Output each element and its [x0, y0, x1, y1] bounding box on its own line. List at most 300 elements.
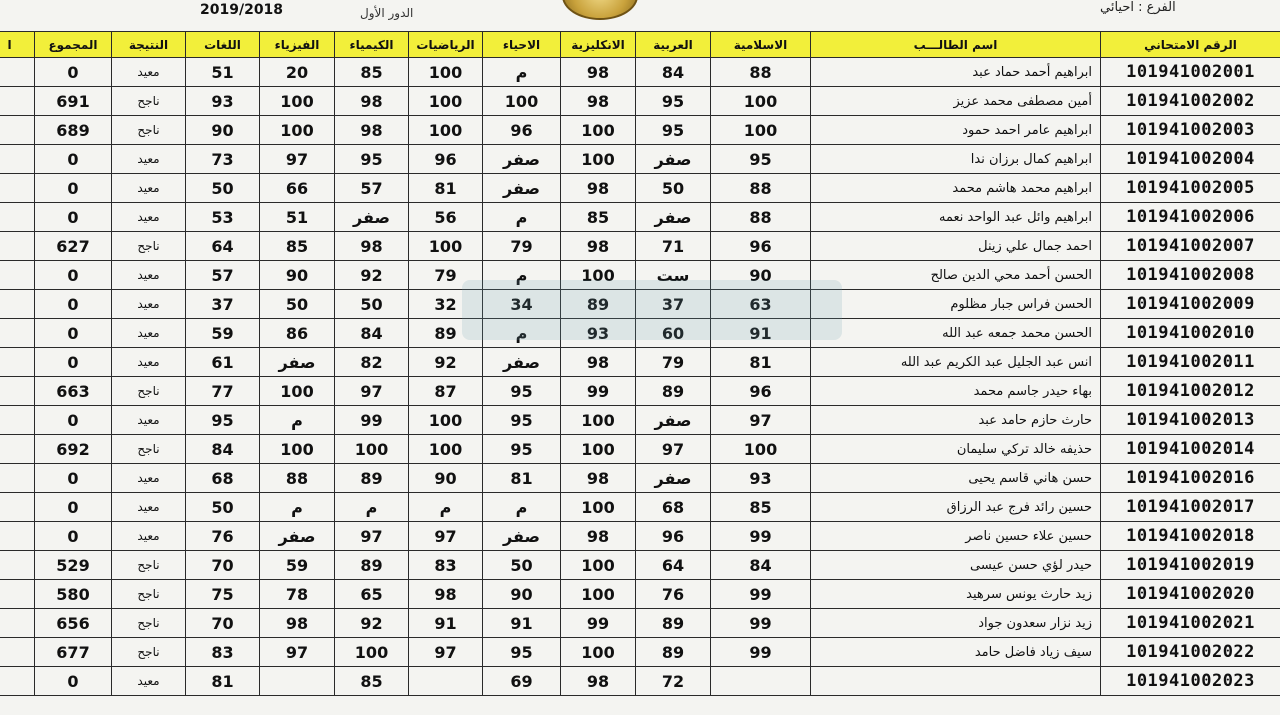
cell-exam-no: 101941002008	[1101, 261, 1280, 290]
cell-chemistry: 92	[335, 609, 409, 638]
table-row	[0, 609, 1280, 638]
cell-exam-no: 101941002017	[1101, 493, 1280, 522]
cell-name: ابراهيم عامر احمد حمود	[811, 116, 1101, 145]
cell-biology: م	[483, 58, 561, 87]
cell-total: 0	[35, 667, 112, 696]
cell-islamic: 91	[711, 319, 811, 348]
cell-extra	[0, 87, 35, 116]
cell-math: 100	[409, 406, 483, 435]
cell-math: 100	[409, 58, 483, 87]
cell-math: 90	[409, 464, 483, 493]
cell-name: ابراهيم كمال برزان ندا	[811, 145, 1101, 174]
cell-total: 0	[35, 522, 112, 551]
cell-math: م	[409, 493, 483, 522]
cell-exam-no: 101941002004	[1101, 145, 1280, 174]
table-row	[0, 406, 1280, 435]
cell-extra	[0, 638, 35, 667]
cell-exam-no: 101941002014	[1101, 435, 1280, 464]
cell-islamic: 95	[711, 145, 811, 174]
cell-result: معيد	[112, 145, 186, 174]
cell-arabic: 50	[636, 174, 711, 203]
cell-extra	[0, 261, 35, 290]
cell-english: 93	[561, 319, 636, 348]
cell-result: معيد	[112, 58, 186, 87]
cell-chemistry: 89	[335, 551, 409, 580]
cell-chemistry: 65	[335, 580, 409, 609]
table-row	[0, 551, 1280, 580]
cell-biology: 91	[483, 609, 561, 638]
cell-math: 97	[409, 522, 483, 551]
cell-total: 0	[35, 464, 112, 493]
cell-name: أمين مصطفى محمد عزيز	[811, 87, 1101, 116]
cell-physics: م	[260, 406, 335, 435]
cell-total: 691	[35, 87, 112, 116]
cell-math: 81	[409, 174, 483, 203]
cell-islamic: 90	[711, 261, 811, 290]
cell-arabic: 95	[636, 87, 711, 116]
cell-total: 627	[35, 232, 112, 261]
table-row	[0, 319, 1280, 348]
cell-exam-no: 101941002011	[1101, 348, 1280, 377]
cell-arabic: صفر	[636, 464, 711, 493]
cell-result: ناجح	[112, 638, 186, 667]
cell-name	[811, 667, 1101, 696]
cell-chemistry: 95	[335, 145, 409, 174]
cell-result: ناجح	[112, 377, 186, 406]
table-row	[0, 348, 1280, 377]
cell-english: 100	[561, 406, 636, 435]
cell-chemistry: 85	[335, 667, 409, 696]
cell-name: حيدر لؤي حسن عيسى	[811, 551, 1101, 580]
col-physics: الفيزياء	[260, 32, 335, 58]
cell-exam-no: 101941002020	[1101, 580, 1280, 609]
cell-chemistry: 57	[335, 174, 409, 203]
cell-total: 0	[35, 174, 112, 203]
cell-total: 0	[35, 493, 112, 522]
cell-result: معيد	[112, 348, 186, 377]
table-row	[0, 493, 1280, 522]
cell-chemistry: 50	[335, 290, 409, 319]
cell-chemistry: 99	[335, 406, 409, 435]
cell-result: معيد	[112, 261, 186, 290]
cell-arabic: 76	[636, 580, 711, 609]
cell-name: ابراهيم أحمد حماد عبد	[811, 58, 1101, 87]
cell-languages: 57	[186, 261, 260, 290]
cell-exam-no: 101941002013	[1101, 406, 1280, 435]
cell-arabic: 60	[636, 319, 711, 348]
cell-exam-no: 101941002016	[1101, 464, 1280, 493]
cell-math: 100	[409, 87, 483, 116]
cell-extra	[0, 174, 35, 203]
table-row	[0, 435, 1280, 464]
cell-extra	[0, 667, 35, 696]
cell-exam-no: 101941002023	[1101, 667, 1280, 696]
cell-english: 89	[561, 290, 636, 319]
col-islamic: الاسلامية	[711, 32, 811, 58]
cell-extra	[0, 116, 35, 145]
cell-languages: 84	[186, 435, 260, 464]
cell-exam-no: 101941002006	[1101, 203, 1280, 232]
cell-chemistry: 92	[335, 261, 409, 290]
cell-extra	[0, 551, 35, 580]
table-row	[0, 290, 1280, 319]
cell-physics: 20	[260, 58, 335, 87]
cell-english: 100	[561, 435, 636, 464]
cell-islamic: 99	[711, 638, 811, 667]
table-row	[0, 174, 1280, 203]
cell-physics: صفر	[260, 522, 335, 551]
cell-english: 98	[561, 522, 636, 551]
cell-biology: م	[483, 203, 561, 232]
cell-english: 98	[561, 667, 636, 696]
cell-math: 92	[409, 348, 483, 377]
cell-languages: 70	[186, 551, 260, 580]
cell-result: ناجح	[112, 116, 186, 145]
table-row	[0, 522, 1280, 551]
cell-math: 100	[409, 435, 483, 464]
cell-english: 85	[561, 203, 636, 232]
cell-islamic: 97	[711, 406, 811, 435]
cell-chemistry: م	[335, 493, 409, 522]
cell-arabic: 68	[636, 493, 711, 522]
cell-biology: م	[483, 319, 561, 348]
cell-result: معيد	[112, 174, 186, 203]
cell-total: 580	[35, 580, 112, 609]
cell-arabic: 89	[636, 638, 711, 667]
cell-languages: 51	[186, 58, 260, 87]
cell-exam-no: 101941002005	[1101, 174, 1280, 203]
cell-english: 98	[561, 58, 636, 87]
cell-english: 100	[561, 551, 636, 580]
cell-extra	[0, 319, 35, 348]
cell-islamic: 96	[711, 232, 811, 261]
cell-total: 0	[35, 348, 112, 377]
cell-english: 98	[561, 464, 636, 493]
cell-name: حذيفه خالد تركي سليمان	[811, 435, 1101, 464]
table-row	[0, 667, 1280, 696]
cell-result: ناجح	[112, 435, 186, 464]
cell-languages: 77	[186, 377, 260, 406]
col-languages: اللغات	[186, 32, 260, 58]
cell-exam-no: 101941002018	[1101, 522, 1280, 551]
cell-math: 79	[409, 261, 483, 290]
cell-languages: 64	[186, 232, 260, 261]
col-extra: ا	[0, 32, 35, 58]
cell-extra	[0, 580, 35, 609]
cell-arabic: 96	[636, 522, 711, 551]
cell-islamic: 100	[711, 435, 811, 464]
table-row	[0, 377, 1280, 406]
col-math: الرياضيات	[409, 32, 483, 58]
cell-islamic: 99	[711, 609, 811, 638]
cell-total: 0	[35, 145, 112, 174]
cell-extra	[0, 493, 35, 522]
table-row	[0, 261, 1280, 290]
cell-islamic: 85	[711, 493, 811, 522]
cell-extra	[0, 435, 35, 464]
cell-name: حارث حازم حامد عبد	[811, 406, 1101, 435]
cell-physics: 100	[260, 435, 335, 464]
cell-english: 98	[561, 174, 636, 203]
cell-total: 0	[35, 203, 112, 232]
cell-languages: 70	[186, 609, 260, 638]
cell-arabic: 79	[636, 348, 711, 377]
cell-english: 100	[561, 638, 636, 667]
cell-islamic: 88	[711, 58, 811, 87]
cell-arabic: 89	[636, 377, 711, 406]
branch-label: الفرع : احيائي	[1100, 0, 1176, 15]
table-row	[0, 232, 1280, 261]
cell-total: 529	[35, 551, 112, 580]
cell-physics	[260, 667, 335, 696]
cell-physics: 85	[260, 232, 335, 261]
cell-languages: 76	[186, 522, 260, 551]
cell-chemistry: 84	[335, 319, 409, 348]
cell-name: الحسن أحمد محي الدين صالح	[811, 261, 1101, 290]
cell-exam-no: 101941002010	[1101, 319, 1280, 348]
cell-physics: م	[260, 493, 335, 522]
cell-math: 83	[409, 551, 483, 580]
col-arabic: العربية	[636, 32, 711, 58]
cell-extra	[0, 348, 35, 377]
cell-math: 87	[409, 377, 483, 406]
cell-physics: 59	[260, 551, 335, 580]
cell-biology: 95	[483, 377, 561, 406]
cell-biology: 95	[483, 435, 561, 464]
header-row	[0, 32, 1280, 58]
cell-name: الحسن فراس جبار مظلوم	[811, 290, 1101, 319]
col-name: اسم الطالـــب	[811, 32, 1101, 58]
table-row	[0, 638, 1280, 667]
cell-result: معيد	[112, 203, 186, 232]
cell-biology: 79	[483, 232, 561, 261]
cell-arabic: صفر	[636, 406, 711, 435]
cell-total: 0	[35, 319, 112, 348]
cell-math: 96	[409, 145, 483, 174]
cell-biology: صفر	[483, 174, 561, 203]
cell-exam-no: 101941002001	[1101, 58, 1280, 87]
cell-biology: 95	[483, 406, 561, 435]
cell-extra	[0, 290, 35, 319]
cell-total: 663	[35, 377, 112, 406]
cell-english: 99	[561, 609, 636, 638]
cell-name: حسين علاء حسين ناصر	[811, 522, 1101, 551]
cell-islamic: 88	[711, 174, 811, 203]
cell-name: حسين رائد فرج عبد الرزاق	[811, 493, 1101, 522]
cell-physics: صفر	[260, 348, 335, 377]
cell-name: زيد نزار سعدون جواد	[811, 609, 1101, 638]
cell-result: معيد	[112, 290, 186, 319]
cell-languages: 50	[186, 493, 260, 522]
cell-islamic	[711, 667, 811, 696]
cell-physics: 98	[260, 609, 335, 638]
cell-languages: 73	[186, 145, 260, 174]
cell-chemistry: 98	[335, 116, 409, 145]
cell-arabic: صفر	[636, 145, 711, 174]
cell-chemistry: 98	[335, 232, 409, 261]
cell-biology: صفر	[483, 145, 561, 174]
cell-total: 692	[35, 435, 112, 464]
cell-extra	[0, 377, 35, 406]
cell-biology: 95	[483, 638, 561, 667]
cell-biology: 96	[483, 116, 561, 145]
cell-biology: 100	[483, 87, 561, 116]
cell-math: 98	[409, 580, 483, 609]
cell-english: 98	[561, 232, 636, 261]
cell-name: حسن هاني قاسم يحيى	[811, 464, 1101, 493]
cell-physics: 97	[260, 145, 335, 174]
cell-islamic: 88	[711, 203, 811, 232]
table-row	[0, 580, 1280, 609]
cell-english: 100	[561, 580, 636, 609]
cell-math: 97	[409, 638, 483, 667]
cell-english: 98	[561, 87, 636, 116]
cell-exam-no: 101941002002	[1101, 87, 1280, 116]
cell-exam-no: 101941002019	[1101, 551, 1280, 580]
cell-total: 689	[35, 116, 112, 145]
cell-physics: 90	[260, 261, 335, 290]
cell-result: ناجح	[112, 609, 186, 638]
cell-arabic: 72	[636, 667, 711, 696]
cell-biology: 50	[483, 551, 561, 580]
cell-arabic: ست	[636, 261, 711, 290]
cell-result: معيد	[112, 522, 186, 551]
cell-name: احمد جمال علي زينل	[811, 232, 1101, 261]
cell-math: 32	[409, 290, 483, 319]
col-chemistry: الكيمياء	[335, 32, 409, 58]
cell-physics: 100	[260, 87, 335, 116]
cell-math: 89	[409, 319, 483, 348]
cell-extra	[0, 406, 35, 435]
cell-total: 677	[35, 638, 112, 667]
cell-extra	[0, 203, 35, 232]
cell-result: معيد	[112, 493, 186, 522]
cell-biology: صفر	[483, 522, 561, 551]
cell-extra	[0, 464, 35, 493]
cell-arabic: 97	[636, 435, 711, 464]
cell-arabic: 89	[636, 609, 711, 638]
cell-arabic: 37	[636, 290, 711, 319]
cell-result: معيد	[112, 667, 186, 696]
cell-total: 656	[35, 609, 112, 638]
cell-extra	[0, 145, 35, 174]
results-table	[0, 31, 1280, 696]
cell-physics: 51	[260, 203, 335, 232]
cell-arabic: 71	[636, 232, 711, 261]
page-header	[0, 0, 1280, 30]
cell-biology: م	[483, 493, 561, 522]
cell-languages: 50	[186, 174, 260, 203]
cell-math: 91	[409, 609, 483, 638]
cell-english: 100	[561, 261, 636, 290]
cell-biology: 90	[483, 580, 561, 609]
cell-extra	[0, 58, 35, 87]
cell-exam-no: 101941002007	[1101, 232, 1280, 261]
table-row	[0, 116, 1280, 145]
cell-math: 56	[409, 203, 483, 232]
cell-arabic: 95	[636, 116, 711, 145]
col-total: المجموع	[35, 32, 112, 58]
cell-physics: 97	[260, 638, 335, 667]
cell-name: انس عبد الجليل عبد الكريم عبد الله	[811, 348, 1101, 377]
cell-chemistry: 98	[335, 87, 409, 116]
cell-exam-no: 101941002003	[1101, 116, 1280, 145]
cell-result: ناجح	[112, 87, 186, 116]
cell-chemistry: 82	[335, 348, 409, 377]
cell-english: 100	[561, 493, 636, 522]
cell-languages: 90	[186, 116, 260, 145]
cell-total: 0	[35, 290, 112, 319]
cell-languages: 37	[186, 290, 260, 319]
cell-islamic: 84	[711, 551, 811, 580]
cell-chemistry: 97	[335, 377, 409, 406]
cell-islamic: 99	[711, 522, 811, 551]
cell-math: 100	[409, 116, 483, 145]
cell-total: 0	[35, 406, 112, 435]
cell-extra	[0, 232, 35, 261]
cell-name: زيد حارث يونس سرهيد	[811, 580, 1101, 609]
cell-english: 100	[561, 145, 636, 174]
cell-languages: 95	[186, 406, 260, 435]
cell-languages: 75	[186, 580, 260, 609]
cell-languages: 61	[186, 348, 260, 377]
cell-chemistry: 100	[335, 638, 409, 667]
cell-physics: 100	[260, 116, 335, 145]
cell-arabic: صفر	[636, 203, 711, 232]
col-english: الانكليزية	[561, 32, 636, 58]
cell-islamic: 100	[711, 116, 811, 145]
cell-result: ناجح	[112, 232, 186, 261]
cell-languages: 83	[186, 638, 260, 667]
cell-math: 100	[409, 232, 483, 261]
cell-biology: صفر	[483, 348, 561, 377]
cell-chemistry: 89	[335, 464, 409, 493]
cell-result: معيد	[112, 406, 186, 435]
cell-islamic: 63	[711, 290, 811, 319]
cell-result: ناجح	[112, 551, 186, 580]
cell-name: ابراهيم محمد هاشم محمد	[811, 174, 1101, 203]
table-row	[0, 58, 1280, 87]
cell-english: 100	[561, 116, 636, 145]
cell-extra	[0, 609, 35, 638]
cell-islamic: 96	[711, 377, 811, 406]
cell-biology: م	[483, 261, 561, 290]
cell-physics: 86	[260, 319, 335, 348]
cell-physics: 88	[260, 464, 335, 493]
cell-result: معيد	[112, 464, 186, 493]
cell-exam-no: 101941002022	[1101, 638, 1280, 667]
cell-biology: 69	[483, 667, 561, 696]
cell-biology: 81	[483, 464, 561, 493]
col-biology: الاحياء	[483, 32, 561, 58]
cell-result: معيد	[112, 319, 186, 348]
cell-chemistry: 85	[335, 58, 409, 87]
cell-name: بهاء حيدر جاسم محمد	[811, 377, 1101, 406]
cell-extra	[0, 522, 35, 551]
academic-year: 2019/2018	[200, 2, 284, 18]
exam-round: الدور الأول	[360, 6, 414, 20]
cell-exam-no: 101941002021	[1101, 609, 1280, 638]
cell-total: 0	[35, 58, 112, 87]
cell-name: ابراهيم وائل عبد الواحد نعمه	[811, 203, 1101, 232]
cell-islamic: 99	[711, 580, 811, 609]
cell-chemistry: صفر	[335, 203, 409, 232]
cell-math	[409, 667, 483, 696]
cell-exam-no: 101941002012	[1101, 377, 1280, 406]
cell-islamic: 93	[711, 464, 811, 493]
ministry-seal-icon	[562, 0, 638, 20]
cell-arabic: 84	[636, 58, 711, 87]
